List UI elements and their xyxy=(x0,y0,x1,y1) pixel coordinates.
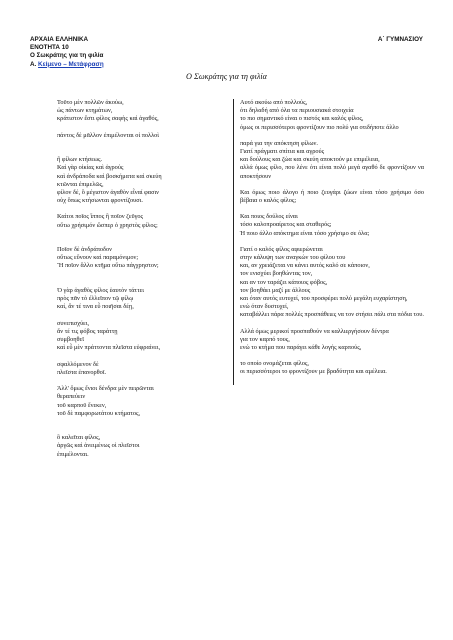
translation-line: Ή ποιο άλλο απόκτημα είναι τόσο χρήσιμο σε όλα; xyxy=(240,229,370,237)
original-line: Ὁ γὰρ ἀγαθὸς φίλος ἑαυτὸν τάττει xyxy=(57,286,144,294)
translation-line: για τον καρπό τους, xyxy=(240,335,290,343)
original-line: συμβοηθεῖ xyxy=(57,336,84,344)
original-stanza xyxy=(57,213,232,238)
document-header xyxy=(30,36,104,69)
translation-stanza xyxy=(240,328,424,353)
original-line: πάντος δὲ μᾶλλον ἐπιμέλονται οἱ πολλοὶ xyxy=(57,131,159,139)
original-stanza xyxy=(57,99,232,148)
unit-heading: ΕΝΟΤΗΤΑ 10 xyxy=(30,44,69,52)
original-line: ὃ καλεῖται φίλος, xyxy=(57,434,101,442)
translation-line: Γιατί ο καλός φίλος αφιερώνεται xyxy=(240,245,323,253)
translation-stanza xyxy=(240,189,424,205)
original-line: πλεῖστα ἐπανορθοῖ. xyxy=(57,368,107,376)
translation-line: Γιατί πράγματι σπίτια και αγρούς xyxy=(240,148,325,156)
translation-line: το πιο σημαντικό είναι ο πιστός και καλός φίλος, xyxy=(240,115,364,123)
topic-heading: Ο Σωκράτης για τη φιλία xyxy=(30,52,104,60)
translation-line: τόσο καλοπροαίρετος και σταθερός; xyxy=(240,221,332,229)
translation-column xyxy=(233,99,424,385)
original-line: καὶ ἀνδράποδα καὶ βοσκήματα καὶ σκεύη xyxy=(57,172,162,180)
original-line: ἄν τέ τις φόβος ταράττῃ xyxy=(57,327,118,335)
translation-line: ενώ το κτήμα που παράγει κάθε λογής καρπούς, xyxy=(240,344,362,352)
original-line: θεραπεύειν xyxy=(57,393,86,401)
translation-line: Και όμως ποιο άλογο ή ποιο ζευγάρι ζώων είναι τόσο χρήσιμο όσο βέβαια ο καλός φίλος; xyxy=(240,188,424,205)
original-line: ἢ φίλων κτήσεως. xyxy=(57,156,103,164)
translation-line: και, αν χρειάζεται να κάνει αυτός καλό σε κάποιον, xyxy=(240,262,370,270)
original-line: καί, ἄν τέ τινα εὖ ποιῆσαι δέῃ, xyxy=(57,303,134,311)
translation-line: τον βοηθάει μαζί με άλλους xyxy=(240,286,311,294)
translation-line: τον ενισχύει βοηθώντας τον, xyxy=(240,270,313,278)
translation-line: και αν τον ταράζει κάποιος φόβος, xyxy=(240,278,328,286)
translation-line: όμως οι περισσότεροι φροντίζουν πιο πολύ για οτιδήποτε άλλο xyxy=(240,123,399,131)
translation-line: στην κάλυψη των αναγκών του φίλου του xyxy=(240,254,346,262)
translation-stanza xyxy=(240,213,424,238)
original-line: συνεπισχύει, xyxy=(57,319,90,327)
translation-stanza xyxy=(240,360,424,376)
translation-stanza xyxy=(240,140,424,181)
original-line: Ποῖον δὲ ἀνδράποδον xyxy=(57,246,112,254)
section-heading xyxy=(30,61,104,69)
translation-line: και δούλους και ζώα και σκεύη αποκτούν με επιμέλεια, xyxy=(240,156,380,164)
translation-line: Και ποιος δούλος είναι xyxy=(240,213,298,221)
original-stanza xyxy=(57,287,232,377)
translation-line: καταβάλλει πάρα πολλές προσπάθειες να τον στήσει πάλι στα πόδια του. xyxy=(240,311,424,319)
original-line xyxy=(57,352,232,360)
original-line: ἐπιμέλονται. xyxy=(57,450,89,458)
original-line: κτῶνται ἐπιμελῶς, xyxy=(57,180,104,188)
grade-heading: Α΄ ΓΥΜΝΑΣΙΟΥ xyxy=(377,36,423,43)
translation-line: αλλά όμως φίλο, που λένε ότι είναι πολύ μεγά αγαθό δε φροντίζουν να αποκτήσουν xyxy=(240,164,424,180)
translation-stanza xyxy=(240,99,424,132)
section-link[interactable]: Κείμενο – Μετάφραση xyxy=(38,60,104,68)
original-stanza xyxy=(57,385,232,426)
translation-line: Αλλά όμως μερικοί προσπαθούν να καλλιεργήσουν δέντρα xyxy=(240,327,389,335)
original-line: φίλον δέ, ὃ μέγιστον ἀγαθὸν εἶναί φασιν xyxy=(57,189,160,197)
subject-heading: ΑΡΧΑΙΑ ΕΛΛΗΝΙΚΑ xyxy=(30,36,89,43)
translation-line: ενώ όταν δυστυχεί, xyxy=(240,303,289,311)
translation-line: παρά για την απόκτηση φίλων. xyxy=(240,139,318,147)
original-line: κράτιστον ἔστι φίλος σαφὴς καὶ ἀγαθός, xyxy=(57,115,159,123)
original-line xyxy=(57,418,232,426)
original-stanza xyxy=(57,434,232,459)
original-line: οὕτω χρήσιμόν ὥσπερ ὁ χρηστὸς φίλος; xyxy=(57,221,158,229)
original-line: ἀργῶς καὶ ἀνειμένως οἱ πλεῖστοι xyxy=(57,442,140,450)
original-line: τοῦ καρποῦ ἕνεκεν, xyxy=(57,401,107,409)
original-stanza xyxy=(57,246,232,279)
translation-line: το οποίο ονομάζεται φίλος, xyxy=(240,360,309,368)
original-line: οὕτως εὔνουν καὶ παραμόνιμον; xyxy=(57,254,139,262)
original-line: Καὶ γὰρ οἰκίας καὶ ἀγρούς xyxy=(57,164,124,172)
original-line xyxy=(57,124,232,132)
page-title: Ο Σωκράτης για τη φιλία xyxy=(186,72,267,81)
original-line: Ἢ ποῖον ἄλλο κτῆμα οὕτω πάγχρηστον; xyxy=(57,262,159,270)
original-line xyxy=(57,271,232,279)
original-line xyxy=(57,311,232,319)
original-line: οὐχ ὅπως κτήσωνται φροντίζουσι. xyxy=(57,197,143,205)
original-line: Τοῦτο μὲν πολλῶν ἀκούω, xyxy=(57,99,124,106)
original-line xyxy=(57,230,232,238)
translation-stanza xyxy=(240,246,424,320)
section-prefix: Α. xyxy=(30,60,39,68)
original-line xyxy=(57,140,232,148)
translation-line: και όταν αυτός ευτυχεί, του προσφέρει πολύ μεγάλη ευχαρίστηση, xyxy=(240,295,408,303)
original-line: σφαλλόμενον δὲ xyxy=(57,360,99,368)
translation-line: ότι δηλαδή από όλα τα περιουσιακά στοιχεία xyxy=(240,107,354,115)
translation-line: Αυτό ακούω από πολλούς, xyxy=(240,99,308,106)
original-text-column xyxy=(57,99,232,467)
original-line: ὡς πάντων κτημάτων, xyxy=(57,107,113,115)
original-line: Καίτοι ποῖος ἵππος ἢ ποῖον ζεῦγος xyxy=(57,213,144,221)
original-line: πρὸς πᾶν τὸ ἐλλεῖπον τῷ φίλῳ xyxy=(57,295,134,303)
original-line: Ἀλλ' ὅμως ἔνιοι δένδρα μὲν πειρῶνται xyxy=(57,385,154,393)
original-stanza xyxy=(57,156,232,205)
translation-line: οι περισσότεροι το φροντίζουν με βραδύτητα και αμέλεια. xyxy=(240,368,387,376)
original-line: τοῦ δὲ παμφορωτάτου κτήματος, xyxy=(57,409,141,417)
original-line: καὶ εὖ μὲν πράττοντα πλεῖστα εὐφραίνει, xyxy=(57,344,161,352)
